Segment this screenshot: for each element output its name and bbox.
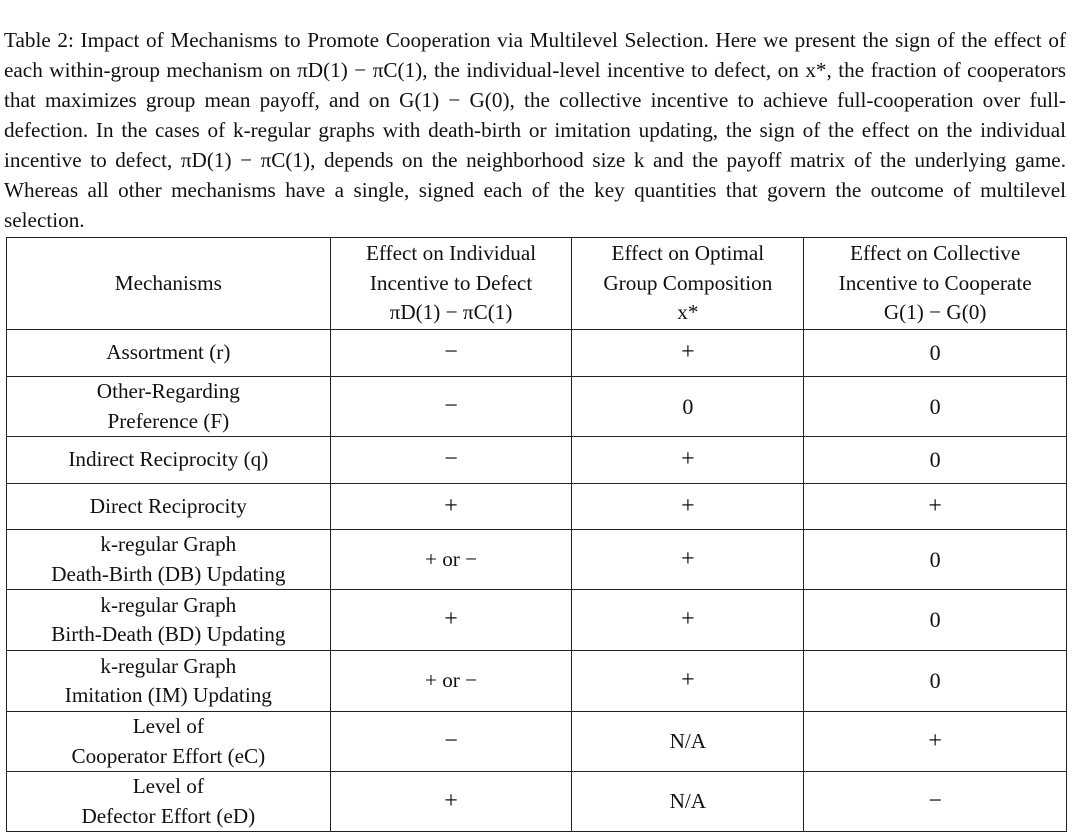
mechanism-cell: [7, 484, 331, 530]
table-row: [7, 772, 1067, 832]
optimal-effect-cell: N/A: [572, 772, 804, 832]
table-row: [7, 484, 1067, 530]
individual-effect-cell: + or −: [330, 651, 572, 712]
mechanism-line: Defector Effort (eD): [81, 803, 256, 828]
header-mechanisms: Mechanisms: [7, 238, 331, 330]
header-individual-line-3: πD(1) − πC(1): [389, 300, 513, 325]
collective-effect-cell: 0: [804, 651, 1067, 712]
individual-effect-cell: −: [330, 377, 572, 437]
table-row: [7, 530, 1067, 590]
mechanism-line: Assortment (r): [106, 340, 231, 365]
mechanism-line: k-regular Graph: [100, 653, 237, 678]
mechanism-cell: [7, 651, 331, 712]
optimal-effect-cell: +: [572, 484, 804, 530]
mechanism-cell: [7, 530, 331, 590]
header-optimal-line-3: x*: [677, 300, 699, 325]
mechanism-line: k-regular Graph: [100, 532, 237, 556]
optimal-effect-cell: 0: [572, 377, 804, 437]
mechanism-line: Indirect Reciprocity (q): [68, 447, 269, 472]
individual-effect-cell: +: [330, 590, 572, 651]
table-header-row: [7, 238, 1067, 330]
header-optimal-line-1: Effect on Optimal: [611, 241, 765, 266]
collective-effect-cell: 0: [804, 377, 1067, 437]
individual-effect-cell: + or −: [330, 530, 572, 590]
header-individual-incentive: [330, 238, 572, 330]
mechanism-line: Other-Regarding: [96, 379, 240, 403]
table-row: [7, 651, 1067, 712]
collective-effect-cell: +: [804, 484, 1067, 530]
mechanism-cell: [7, 772, 331, 832]
mechanism-line: Birth-Death (BD) Updating: [51, 622, 286, 646]
mechanism-line: Cooperator Effort (eC): [71, 743, 266, 768]
mechanism-line: Death-Birth (DB) Updating: [51, 561, 286, 586]
mechanism-line: Imitation (IM) Updating: [64, 683, 272, 707]
table-row: [7, 437, 1067, 484]
header-collective-line-3: G(1) − G(0): [883, 300, 987, 325]
mechanism-cell: [7, 590, 331, 651]
mechanism-cell: [7, 377, 331, 437]
optimal-effect-cell: +: [572, 437, 804, 484]
header-collective-incentive: [804, 238, 1067, 330]
optimal-effect-cell: +: [572, 330, 804, 377]
mechanism-line: Direct Reciprocity: [89, 493, 247, 518]
collective-effect-cell: +: [804, 712, 1067, 772]
header-collective-line-2: Incentive to Cooperate: [838, 270, 1032, 295]
table-row: [7, 590, 1067, 651]
optimal-effect-cell: +: [572, 651, 804, 712]
mechanism-line: Preference (F): [107, 408, 230, 433]
header-individual-line-1: Effect on Individual: [365, 241, 537, 266]
optimal-effect-cell: +: [572, 590, 804, 651]
mechanism-cell: [7, 330, 331, 377]
individual-effect-cell: +: [330, 772, 572, 832]
table-row: [7, 330, 1067, 377]
table-row: [7, 377, 1067, 437]
collective-effect-cell: 0: [804, 330, 1067, 377]
optimal-effect-cell: N/A: [572, 712, 804, 772]
mechanism-cell: [7, 712, 331, 772]
collective-effect-cell: 0: [804, 530, 1067, 590]
mechanism-cell: [7, 437, 331, 484]
individual-effect-cell: −: [330, 712, 572, 772]
header-individual-line-2: Incentive to Defect: [369, 270, 533, 295]
mechanism-line: k-regular Graph: [100, 592, 237, 617]
mechanism-line: Level of: [132, 774, 204, 798]
individual-effect-cell: −: [330, 330, 572, 377]
optimal-effect-cell: +: [572, 530, 804, 590]
individual-effect-cell: +: [330, 484, 572, 530]
header-optimal-line-2: Group Composition: [603, 270, 773, 295]
collective-effect-cell: 0: [804, 590, 1067, 651]
header-optimal-composition: [572, 238, 804, 330]
table-row: [7, 712, 1067, 772]
collective-effect-cell: −: [804, 772, 1067, 832]
header-collective-line-1: Effect on Collective: [850, 241, 1021, 266]
table-caption: Table 2: Impact of Mechanisms to Promote Cooperation via Multilevel Selection. Here we present the sign of the effect of each within-group mechanism on πD(1) − πC(1), the individual-level incentive to defect, on x*, the fraction of cooperators that maximizes group mean payoff, and on G(1) − G(0), the collective incentive to achieve full-cooperation over full-defection. In the cases of k-regular graphs with death-birth or imitation updating, the sign of the effect on the individual incentive to defect, πD(1) − πC(1), depends on the neighborhood size k and the payoff matrix of the underlying game. Whereas all other mechanisms have a single, signed each of the key quantities that govern the outcome of multilevel selection.: [4, 28, 1066, 233]
collective-effect-cell: 0: [804, 437, 1067, 484]
mechanism-line: Level of: [132, 714, 204, 738]
mechanisms-table: [6, 237, 1067, 832]
individual-effect-cell: −: [330, 437, 572, 484]
